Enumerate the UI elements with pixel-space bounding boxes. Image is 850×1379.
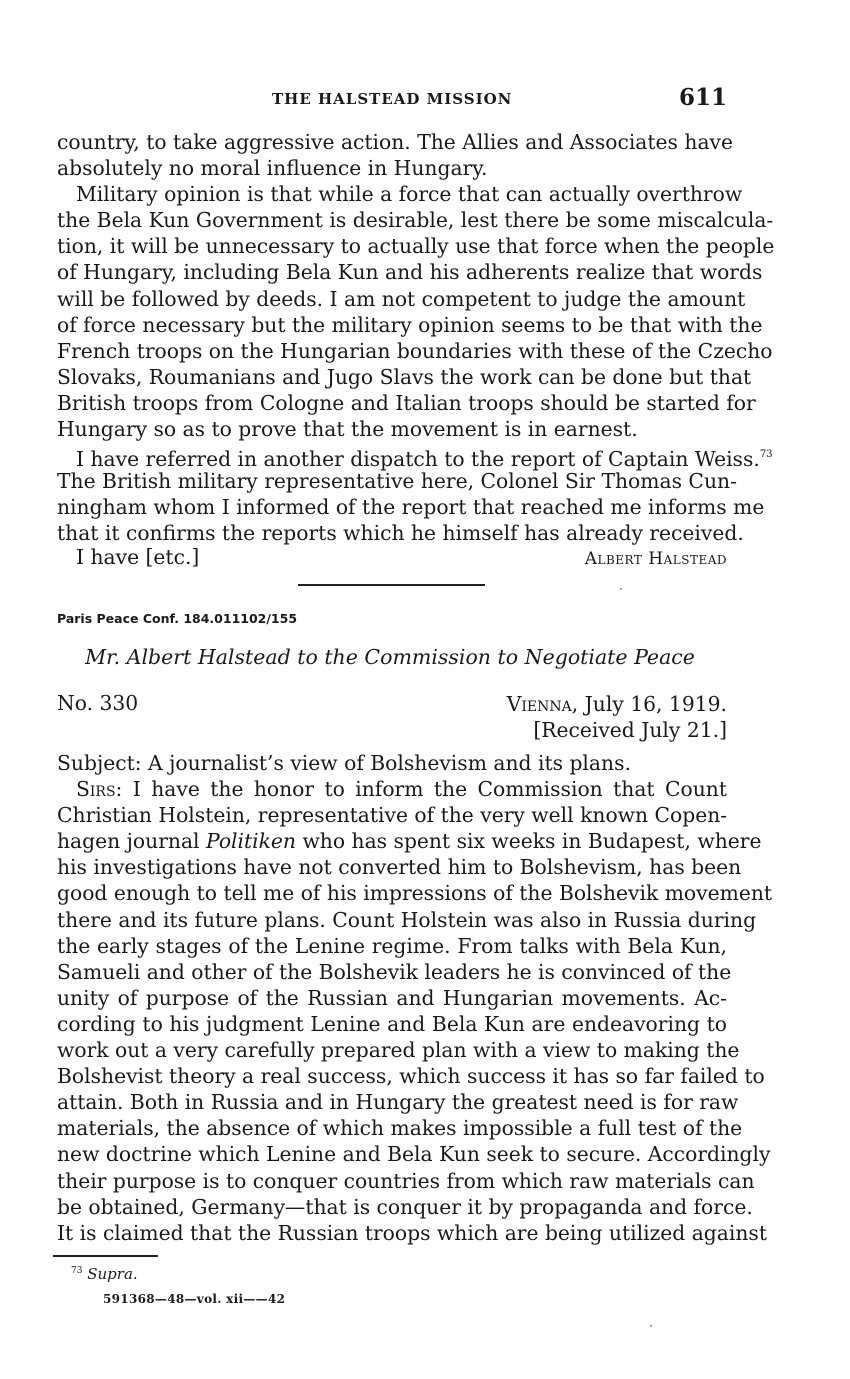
text-line: The British military representative here, Colonel Sir Thomas Cun- [57,469,737,494]
text-line [57,828,762,854]
text-line: new doctrine which Lenine and Bela Kun seek to secure. Accordingly [57,1142,771,1167]
text-line: there and its future plans. Count Holstein was also in Russia during [57,907,757,932]
text-line [57,776,727,802]
footnote [71,1265,138,1283]
printer-line: 591368—48—vol. xii——42 [103,1292,286,1306]
text-line: Slovaks, Roumanians and Jugo Slavs the work can be done but that [57,364,752,389]
document-heading: Mr. Albert Halstead to the Commission to Negotiate Peace [85,645,695,669]
text-line-content: hagen journal [57,829,206,854]
running-head [57,86,727,114]
footnote-number: 73 [71,1266,83,1276]
newspaper-title: Politiken [206,829,296,854]
running-head-title: THE HALSTEAD MISSION [272,90,513,108]
footnote-text: Supra. [87,1265,138,1283]
dateline-place: Vienna [506,692,572,716]
text-line: will be followed by deeds. I am not competent to judge the amount [57,286,746,311]
text-line: the early stages of the Lenine regime. From talks with Bela Kun, [57,933,727,958]
dateline-date: , July 16, 1919. [571,692,727,716]
text-line: Samueli and other of the Bolshevik leaders he is convinced of the [57,959,732,984]
text-line: their purpose is to conquer countries from which raw materials can [57,1168,755,1193]
text-line: that it confirms the reports which he himself has already received. [57,521,744,546]
text-line: his investigations have not converted him to Bolshevism, has been [57,855,742,880]
text-line: materials, the absence of which makes impossible a full test of the [57,1116,743,1141]
paper-speck [620,588,622,590]
text-line: good enough to tell me of his impressions of the Bolshevik movement [57,881,773,906]
subject-line: Subject: A journalist’s view of Bolshevism and its plans. [57,751,631,775]
text-line: tion, it will be unnecessary to actually use that force when the people [57,234,775,259]
body-text-letter [57,750,773,1246]
text-line-content: I have referred in another dispatch to the report of Captain Weiss. [76,447,760,472]
text-line-content: who has spent six weeks in Budapest, where [296,829,762,854]
text-line [57,442,773,472]
text-line: the Bela Kun Government is desirable, lest there be some miscalcula- [57,208,774,233]
text-line: Hungary so as to prove that the movement is in earnest. [57,417,638,442]
document-reference: Paris Peace Conf. 184.011102/155 [57,611,298,626]
footnote-divider [53,1255,158,1257]
letter-salutation: Sirs: [76,777,123,802]
dispatch-number: No. 330 [57,691,139,715]
text-line: It is claimed that the Russian troops which are being utilized against [57,1220,767,1245]
text-line: absolutely no moral influence in Hungary. [57,156,488,181]
text-line: cording to his judgment Lenine and Bela Kun are endeavoring to [57,1011,727,1036]
section-divider [298,584,485,586]
dateline-date-line [507,691,727,717]
text-line: French troops on the Hungarian boundaries with these of the Czecho [57,338,773,363]
text-line: Military opinion is that while a force that can actually overthrow [76,182,743,207]
dateline-received: [Received July 21.] [533,718,727,742]
page-number: 611 [678,84,727,111]
footnote-reference[interactable]: 73 [759,449,773,461]
signature: Albert Halstead [584,549,727,569]
body-text-top [57,129,775,547]
text-line: ningham whom I informed of the report that reached me informs me [57,495,765,520]
text-line: British troops from Cologne and Italian troops should be started for [57,390,756,415]
text-line: Christian Holstein, representative of the very well known Copen- [57,803,728,828]
text-line: be obtained, Germany—that is conquer it by propaganda and force. [57,1194,753,1219]
text-line: Bolshevist theory a real success, which success it has so far failed to [57,1064,765,1089]
paper-speck [650,1325,652,1327]
text-line-content: I have the honor to inform the Commission that Count [122,777,727,802]
text-line: unity of purpose of the Russian and Hungarian movements. Ac- [57,985,727,1010]
dateline [507,691,727,743]
text-line: attain. Both in Russia and in Hungary the greatest need is for raw [57,1090,739,1115]
text-line: country, to take aggressive action. The Allies and Associates have [57,130,734,154]
text-line: of Hungary, including Bela Kun and his adherents realize that words [57,260,763,285]
text-line: work out a very carefully prepared plan with a view to making the [57,1038,740,1063]
closing-salutation: I have [etc.] [76,545,200,569]
text-line: of force necessary but the military opinion seems to be that with the [57,312,763,337]
